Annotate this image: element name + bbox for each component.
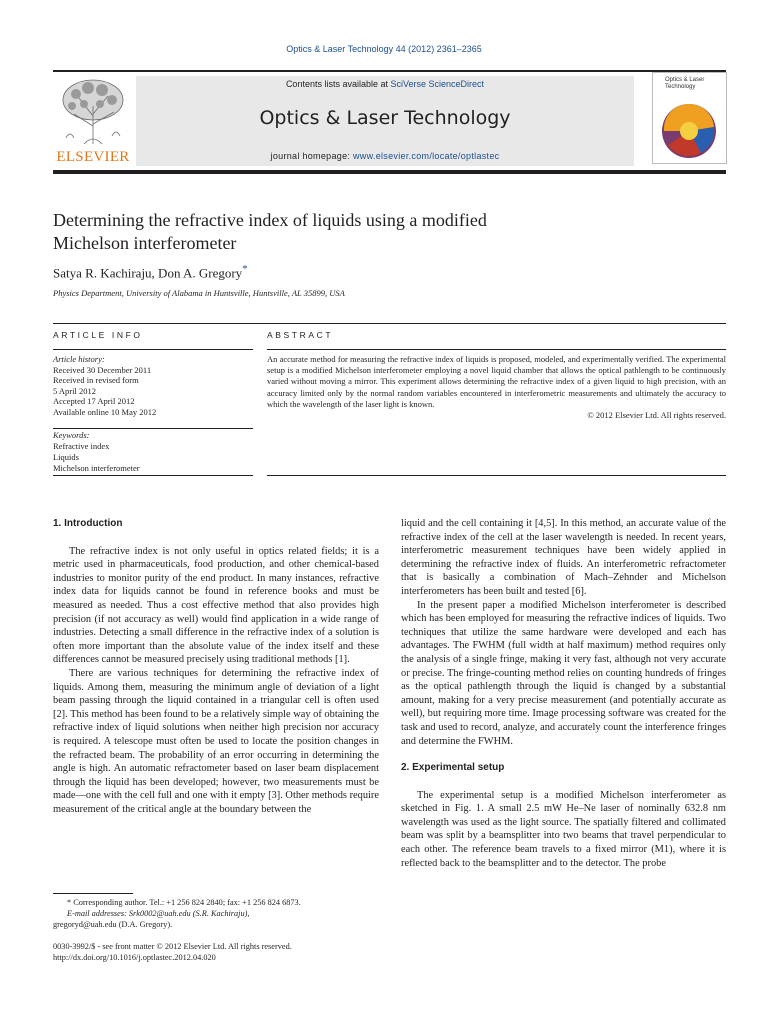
footnote <box>53 897 379 930</box>
sciencedirect-link[interactable]: SciVerse ScienceDirect <box>390 79 485 89</box>
homepage-prefix: journal homepage: <box>270 151 353 161</box>
divider <box>53 349 253 350</box>
journal-title: Optics & Laser Technology <box>259 107 511 129</box>
divider <box>53 428 253 429</box>
paper-title-line2: Michelson interferometer <box>53 233 237 253</box>
article-info-heading: ARTICLE INFO <box>53 330 143 340</box>
article-history <box>53 354 253 417</box>
abstract-copyright: © 2012 Elsevier Ltd. All rights reserved. <box>587 410 726 421</box>
section-heading-experimental-setup: 2. Experimental setup <box>401 762 505 774</box>
email-addresses[interactable]: E-mail addresses: Srk0002@uah.edu (S.R. Kachiraju), <box>67 909 250 918</box>
history-item: Accepted 17 April 2012 <box>53 396 135 406</box>
header-top-rule <box>53 70 726 72</box>
keywords-label: Keywords: <box>53 430 90 440</box>
divider <box>53 323 726 324</box>
right-column <box>401 517 726 870</box>
paper-title-line1: Determining the refractive index of liquids using a modified <box>53 210 487 230</box>
divider <box>267 349 726 350</box>
paragraph: The experimental setup is a modified Michelson interferometer as sketched in Fig. 1. A small 2.5 mW He–Ne laser of nominally 632.8 nm wavelength was used as the light source. The spatially filtered and collimated beam was split by a beamsplitter into two beams that travel perpendicular to each other. The reference beam travels to a fixed mirror (M1), where it is reflected back to the beamsplitter and to the detector. The probe <box>401 789 726 869</box>
history-item: Received in revised form <box>53 375 139 385</box>
corresponding-author-mark[interactable]: * <box>242 263 248 275</box>
elsevier-wordmark: ELSEVIER <box>56 149 130 165</box>
contents-available-line <box>136 79 634 89</box>
keyword: Refractive index <box>53 441 110 451</box>
issn-line: 0030-3992/$ - see front matter © 2012 Elsevier Ltd. All rights reserved. <box>53 942 292 951</box>
header-bottom-rule <box>53 170 726 174</box>
abstract-heading: ABSTRACT <box>267 330 334 340</box>
footnote-rule <box>53 893 133 894</box>
keywords <box>53 430 253 474</box>
contents-prefix: Contents lists available at <box>285 79 391 89</box>
journal-reference[interactable]: Optics & Laser Technology 44 (2012) 2361–2365 <box>286 44 482 54</box>
corresponding-author-note: * Corresponding author. Tel.: +1 256 824 2840; fax: +1 256 824 6873. <box>67 898 301 907</box>
history-item: Available online 10 May 2012 <box>53 406 157 417</box>
affiliation: Physics Department, University of Alabama in Huntsville, Huntsville, AL 35899, USA <box>53 288 345 298</box>
authors: Satya R. Kachiraju, Don A. Gregory <box>53 265 243 281</box>
history-item: Received 30 December 2011 <box>53 364 152 375</box>
keyword: Michelson interferometer <box>53 463 140 473</box>
email-addresses-continued[interactable]: gregoryd@uah.edu (D.A. Gregory). <box>53 920 173 929</box>
journal-cover-thumbnail <box>652 72 727 164</box>
history-label: Article history: <box>53 354 105 364</box>
doi-link[interactable]: http://dx.doi.org/10.1016/j.optlastec.2012.04.020 <box>53 953 216 962</box>
front-matter <box>53 941 379 963</box>
divider <box>267 475 726 476</box>
cover-title-line2: Technology <box>665 84 696 90</box>
paper-title <box>53 209 673 255</box>
paragraph: There are various techniques for determining the refractive index of liquids. Among them, measuring the minimum angle of deviation of a light beam passing through the liquid contained in a triangular cell is often used [2]. This method has been found to be a relatively simple way of obtaining the refractive index of liquid solutions when neither high precision nor accuracy is required. A telescope must often be used to locate the position changes in the refracted beam. The probability of an error occurring in determining the angle is high. An automatic refractometer based on laser beam displacement through the liquid has been developed; however, two measurements must be made—one with the cell full and one with it empty [3]. Other methods require measurement of the critical angle at the boundary between the <box>53 667 379 815</box>
abstract <box>267 354 726 421</box>
keyword: Liquids <box>53 452 79 462</box>
left-column <box>53 517 379 816</box>
divider <box>53 475 253 476</box>
paragraph: liquid and the cell containing it [4,5]. In this method, an accurate value of the refractive index of the cell at the laser wavelength is needed. In recent years, interferometric measurement techniques have been widely applied in determining the refractive index of fluids. An interferometric refractometer that is basically a combination of Mach–Zehnder and Michelson interferometers has been built and tested [6]. <box>401 518 726 597</box>
cover-title-line1: Optics & Laser <box>665 77 705 83</box>
abstract-text: An accurate method for measuring the refractive index of liquids is proposed, modeled, and experimentally verified. The experimental setup is a modified Michelson interferometer employing a novel liquid chamber that allows the optical pathlength to be continuously varied without moving a mirror. This experiment allows determining the refractive index of a given liquid to high precision, with an accuracy limited only by the normal random variables encountered in interferometric measurements and ultimately the accuracy to which the wavelength of the laser light is known. <box>267 354 726 409</box>
author-list <box>53 263 248 281</box>
paragraph: In the present paper a modified Michelson interferometer is described which has been employed for measuring the refractive indices of liquids. Two techniques that utilize the same hardware were developed and each has advantages. The FWHM (full width at half maximum) method requires only the analysis of a single fringe, making it very fast, although not very accurate or precise. The fringe-counting method relies on counting hundreds of fringes as the optical pathlength through the liquid is changed by a substantial amount, making for a very precise measurement (and potentially accurate as well), but requiring more time. Image processing software was created for the task and used to record, analyze, and accurately count the interference fringes and determine the FWHM. <box>401 599 726 747</box>
history-item: 5 April 2012 <box>53 385 96 396</box>
cover-artwork <box>656 97 722 161</box>
section-heading-introduction: 1. Introduction <box>53 518 123 529</box>
paragraph: The refractive index is not only useful in optics related fields; it is a metric used in pharmaceuticals, food production, and other chemical-based industries to monitor purity of the end product. In many instances, refractive index data for liquids cannot be found in reference books and must be measured as needed. Thus a cost effective method that also provides high precision (if not accuracy as well) would find application in a wide range of industries. Detecting a small difference in the refractive index of a solution is often more important than the absolute value of the index itself and these differences cannot be measured precisely using traditional methods [1]. <box>53 545 379 666</box>
homepage-link[interactable]: www.elsevier.com/locate/optlastec <box>353 151 500 161</box>
cover-title <box>665 77 725 91</box>
journal-homepage-line <box>136 151 634 161</box>
